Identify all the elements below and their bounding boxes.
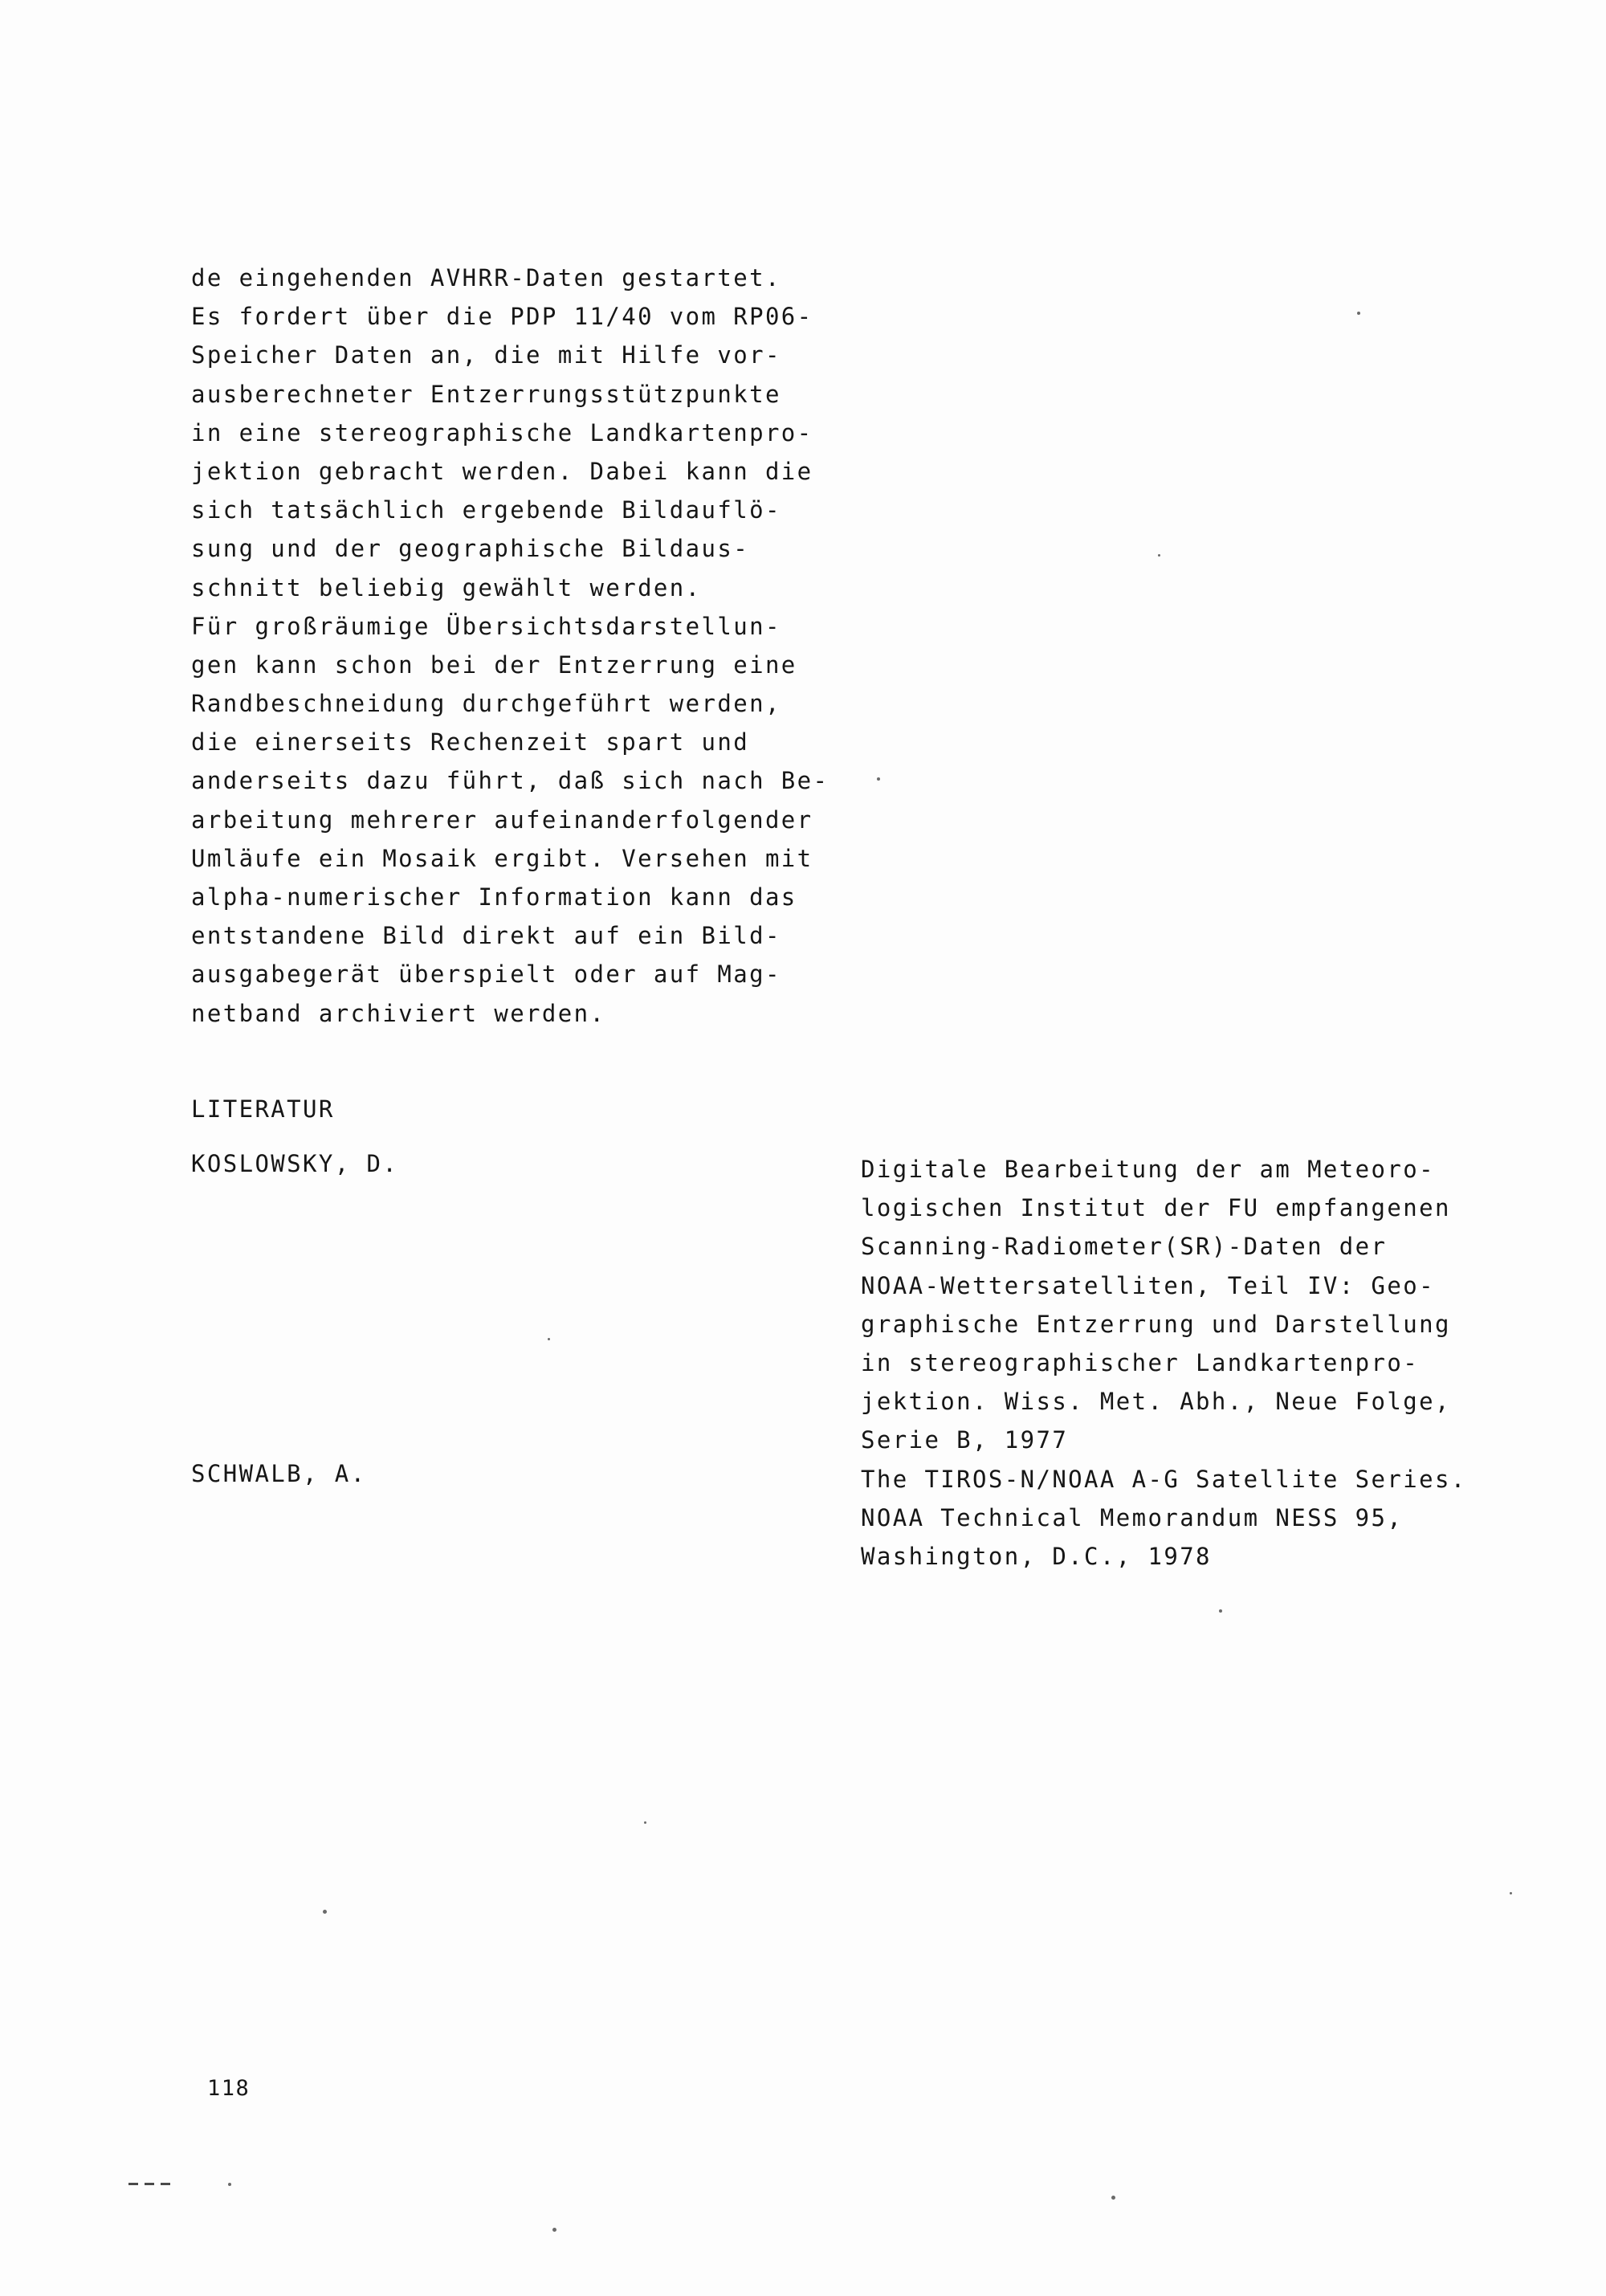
reference-author: SCHWALB, A. [191,1460,367,1487]
scan-mark [128,2183,177,2185]
body-line: Für großräumige Übersichtsdarstellun- [191,612,781,640]
reference-line: graphische Entzerrung und Darstellung [861,1310,1451,1338]
scan-speck [1357,312,1360,315]
body-line: in eine stereographische Landkartenpro- [191,418,813,447]
body-line: Speicher Daten an, die mit Hilfe vor- [191,341,781,369]
body-line: schnitt beliebig gewählt werden. [191,573,702,602]
scan-speck [228,2183,231,2186]
body-line: gen kann schon bei der Entzerrung eine [191,650,797,679]
reference-line: logischen Institut der FU empfangenen [861,1194,1451,1222]
page-number: 118 [207,2076,251,2101]
body-line: ausgabegerät überspielt oder auf Mag- [191,960,781,989]
reference-line: Digitale Bearbeitung der am Meteoro- [861,1156,1435,1183]
reference-text [861,1150,1455,1460]
body-line: Umläufe ein Mosaik ergibt. Versehen mit [191,844,813,872]
body-line: alpha-numerischer Information kann das [191,883,797,911]
reference-author: KOSLOWSKY, D. [191,1150,399,1177]
reference-text [861,1460,1467,1576]
reference-line: NOAA Technical Memorandum NESS 95, [861,1504,1404,1532]
body-line: die einerseits Rechenzeit spart und [191,728,750,756]
scan-speck [644,1821,646,1824]
scan-speck [877,777,880,781]
body-line: sung und der geographische Bildaus- [191,535,750,563]
body-line: jektion gebracht werden. Dabei kann die [191,457,813,485]
scan-speck [552,2228,556,2232]
reference-line: Serie B, 1977 [861,1426,1069,1454]
scan-speck [1219,1609,1222,1613]
body-line: ausberechneter Entzerrungsstützpunkte [191,380,781,408]
body-line: entstandene Bild direkt auf ein Bild- [191,922,781,950]
scan-speck [1111,2196,1115,2200]
body-paragraph [191,259,829,1033]
body-line: anderseits dazu führt, daß sich nach Be- [191,767,829,795]
scan-speck [323,1910,327,1914]
reference-line: jektion. Wiss. Met. Abh., Neue Folge, [861,1388,1451,1416]
reference-line: Washington, D.C., 1978 [861,1543,1212,1571]
reference-line: NOAA-Wettersatelliten, Teil IV: Geo- [861,1271,1435,1299]
literature-heading: LITERATUR [191,1095,335,1123]
body-line: Es fordert über die PDP 11/40 vom RP06- [191,303,813,331]
body-line: Randbeschneidung durchgeführt werden, [191,690,781,718]
reference-line: The TIROS-N/NOAA A-G Satellite Series. [861,1466,1467,1493]
scan-speck [548,1338,550,1340]
scan-speck [1510,1892,1512,1894]
body-line: de eingehenden AVHRR-Daten gestartet. [191,264,781,292]
scan-speck [1158,554,1160,557]
reference-line: Scanning-Radiometer(SR)-Daten der [861,1233,1388,1261]
body-line: sich tatsächlich ergebende Bildauflö- [191,496,781,524]
reference-line: in stereographischer Landkartenpro- [861,1348,1420,1376]
body-line: netband archiviert werden. [191,999,606,1027]
body-line: arbeitung mehrerer aufeinanderfolgender [191,805,813,834]
